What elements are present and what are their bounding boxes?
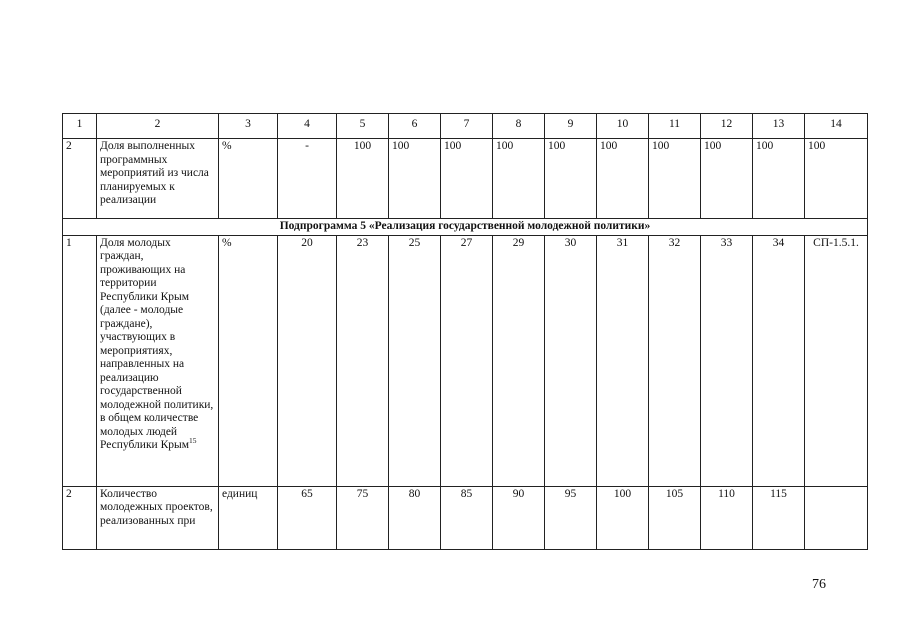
value-cell: 27 [441,235,493,486]
value-cell: 29 [493,235,545,486]
header-cell: 13 [753,114,805,139]
indicator-name-cell [97,235,219,486]
value-cell: 33 [701,235,753,486]
value-cell: 100 [441,139,493,219]
row-number: 1 [63,235,97,486]
value-cell: 34 [753,235,805,486]
header-cell: 11 [649,114,701,139]
unit-cell: единиц [219,486,278,549]
header-cell: 14 [805,114,868,139]
value-cell: 32 [649,235,701,486]
page-number: 76 [812,577,826,592]
header-cell: 9 [545,114,597,139]
column-number-row [63,114,868,139]
row-number: 2 [63,139,97,219]
table-row [63,139,868,219]
header-cell: 3 [219,114,278,139]
section-row [63,219,868,236]
value-cell: 100 [805,139,868,219]
value-cell: 100 [649,139,701,219]
value-cell: 100 [337,139,389,219]
value-cell: 25 [389,235,441,486]
indicator-name: Количество молодежных проектов, реализованных при [97,486,219,549]
indicators-table [62,113,868,550]
header-cell: 5 [337,114,389,139]
header-cell: 1 [63,114,97,139]
unit-cell: % [219,139,278,219]
value-cell: 95 [545,486,597,549]
row-number: 2 [63,486,97,549]
indicator-name: Доля выполненных программных мероприятий из числа планируемых к реализации [97,139,219,219]
header-cell: 12 [701,114,753,139]
value-cell: 23 [337,235,389,486]
subprogram-title: Подпрограмма 5 «Реализация государственной молодежной политики» [63,219,868,236]
footnote-marker: 15 [189,436,197,446]
value-cell: 20 [278,235,337,486]
value-cell: 100 [597,139,649,219]
value-cell: 110 [701,486,753,549]
table-row [63,486,868,549]
indicator-name: Доля молодых граждан, проживающих на территории Республики Крым (далее - молодые граждане), участвующих в мероприятиях, направленных на реализацию государственной молодежной политики, в общем количестве молодых людей Республики Крым [100,236,214,451]
unit-cell: % [219,235,278,486]
value-cell: 100 [701,139,753,219]
value-cell: 30 [545,235,597,486]
value-cell: 100 [753,139,805,219]
value-cell: 115 [753,486,805,549]
value-cell: 100 [493,139,545,219]
header-cell: 2 [97,114,219,139]
value-cell: 90 [493,486,545,549]
header-cell: 6 [389,114,441,139]
value-cell: 85 [441,486,493,549]
value-cell: 75 [337,486,389,549]
header-cell: 7 [441,114,493,139]
value-cell: 65 [278,486,337,549]
value-cell: 80 [389,486,441,549]
source-note: СП-1.5.1. [805,235,868,486]
header-cell: 4 [278,114,337,139]
value-cell: 100 [389,139,441,219]
value-cell: - [278,139,337,219]
value-cell: 100 [545,139,597,219]
header-cell: 8 [493,114,545,139]
source-note [805,486,868,549]
value-cell: 31 [597,235,649,486]
header-cell: 10 [597,114,649,139]
table-row [63,235,868,486]
value-cell: 105 [649,486,701,549]
value-cell: 100 [597,486,649,549]
